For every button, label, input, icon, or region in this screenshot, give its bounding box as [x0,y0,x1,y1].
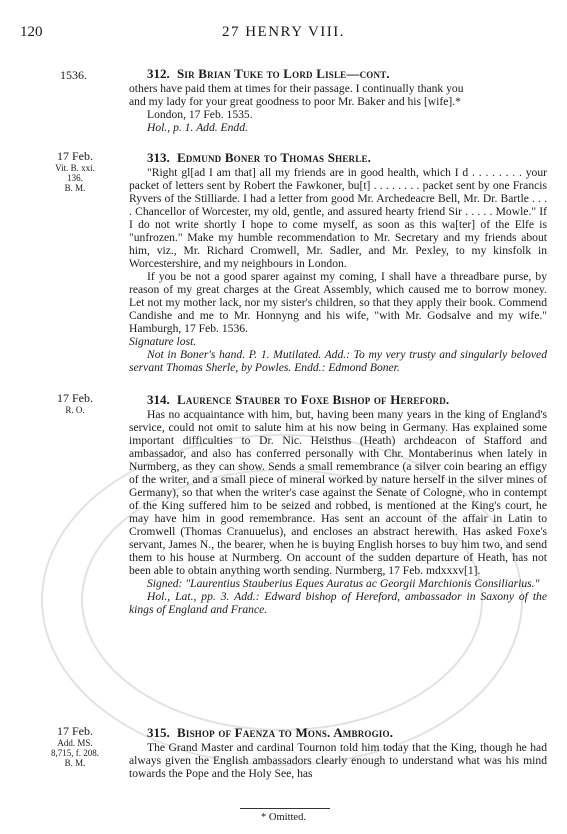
entry-heading: 314. Laurence Stauber to Foxe Bishop of Hereford. [147,392,450,407]
entry-paragraph: "Right gl[ad I am that] all my friends are in good health, which I d . . . . . . . . your packet of letters sent by Robert the Fawkoner, bu[t] . . . . . . . . packet sent by one Francis Ryvers of the Stilliarde. I had a letter from good Mr. Archedeacre Bell, Mr. Dr. Bartle . . . . Chancellor of Worcester, my old, gentle, and assured hearty friend Sir . . . . . Mowle." If I do not write shortly I hope to come myself, as soon as this wa[ter] of the Elfe is "unfrozen." Make my humble recommendation to Mr. Secretary and my friends about him, viz., Mr. Richard Cromwell, Mr. Sadler, and Mr. Pexley, to my kinsfolk in Worcestershire, and my neighbours in London. [129,166,547,270]
entry-paragraph: Has no acquaintance with him, but, having been many years in the king of England's service, could not omit to salute him at his now being in Germany. Has explained some important difficulties to Dr. Nic. Heisthus (Heath) archdeacon of Stafford and ambassador, and also has conferred personally with Chr. Montaberinus when lately in Nurmberg, as they can show. Sends a small remembrance (a silver coin bearing an effigy of the writer, and a small piece of mineral worked by nature herself in the silver mines of Germany), so that when the writer's case against the Senate of Cologne, who in contempt of the King suffered him to be seized and robbed, is mentioned at the King's court, he may have him in good remembrance. Has sent an account of the affair in Latin to Cromwell (Thomas Cranuuelus), and encloses an abstract herewith. Has asked Foxe's servant, James N., the bearer, when he is buying English horses to buy him two, and send them to his house at Nurmberg. On account of the sudden departure of Heath, has not been able to obtain anything worth sending. Nurmberg, 17 Feb. mdxxxv[1]. [129,408,547,577]
entry-paragraph: If you be not a good sparer against my coming, I shall have a threadbare purse, by reason of my great charges at the Great Assembly, which caused me to borrow money. Let not my mother lack, nor my sister's children, so that they apply their book. Commend Candishe and me to Mr. Honnyng and his wife, "with Mr. Godsalve and my wife." Hamburgh, 17 Feb. 1536. [129,270,547,335]
entry-signed: Signed: "Laurentius Stauberius Eques Auratus ac Georgii Marchionis Consiliarius." [147,577,540,590]
entry-line: others have paid them at times for their passage. I continually thank you [129,82,464,95]
entry-note: Hol., p. 1. Add. Endd. [147,121,248,134]
entry-312 [129,66,547,134]
entry-313-date: 17 Feb. Vit. B. xxi. 136. B. M. [55,149,95,193]
entry-line: and my lady for your great goodness to poor Mr. Baker and his [wife].* [129,95,461,108]
entry-315-date: 17 Feb. Add. MS. 8,715, f. 208. B. M. [51,724,99,768]
footnote: * Omitted. [261,812,306,823]
entry-paragraph: The Grand Master and cardinal Tournon told him today that the King, though he had always given the English ambassadors clearly enough to understand what was his mind towards the Pope and the Holy See, has [129,741,547,780]
entry-note: Hol., Lat., pp. 3. Add.: Edward bishop of Hereford, ambassador in Saxony of the kings of England and France. [129,590,547,616]
footnote-rule [240,808,330,809]
page-number: 120 [20,24,43,40]
entry-313 [129,150,547,374]
entry-315 [129,725,547,780]
entry-line: London, 17 Feb. 1535. [147,108,253,121]
year-marker: 1536. [60,68,87,82]
entry-heading: 313. Edmund Boner to Thomas Sherle. [147,150,372,165]
entry-note: Not in Boner's hand. P. 1. Mutilated. Add.: To my very trusty and singularly beloved servant Thomas Sherle, by Powles. Endd.: Edmond Boner. [129,348,547,374]
entry-314-date: 17 Feb. R. O. [57,391,93,415]
entry-314 [129,392,547,616]
entry-heading: 315. Bishop of Faenza to Mons. Ambrogio. [147,725,394,740]
entry-heading: 312. Sir Brian Tuke to Lord Lisle—cont. [147,66,390,81]
running-head: 27 HENRY VIII. [221,24,346,40]
entry-signature: Signature lost. [129,335,197,348]
